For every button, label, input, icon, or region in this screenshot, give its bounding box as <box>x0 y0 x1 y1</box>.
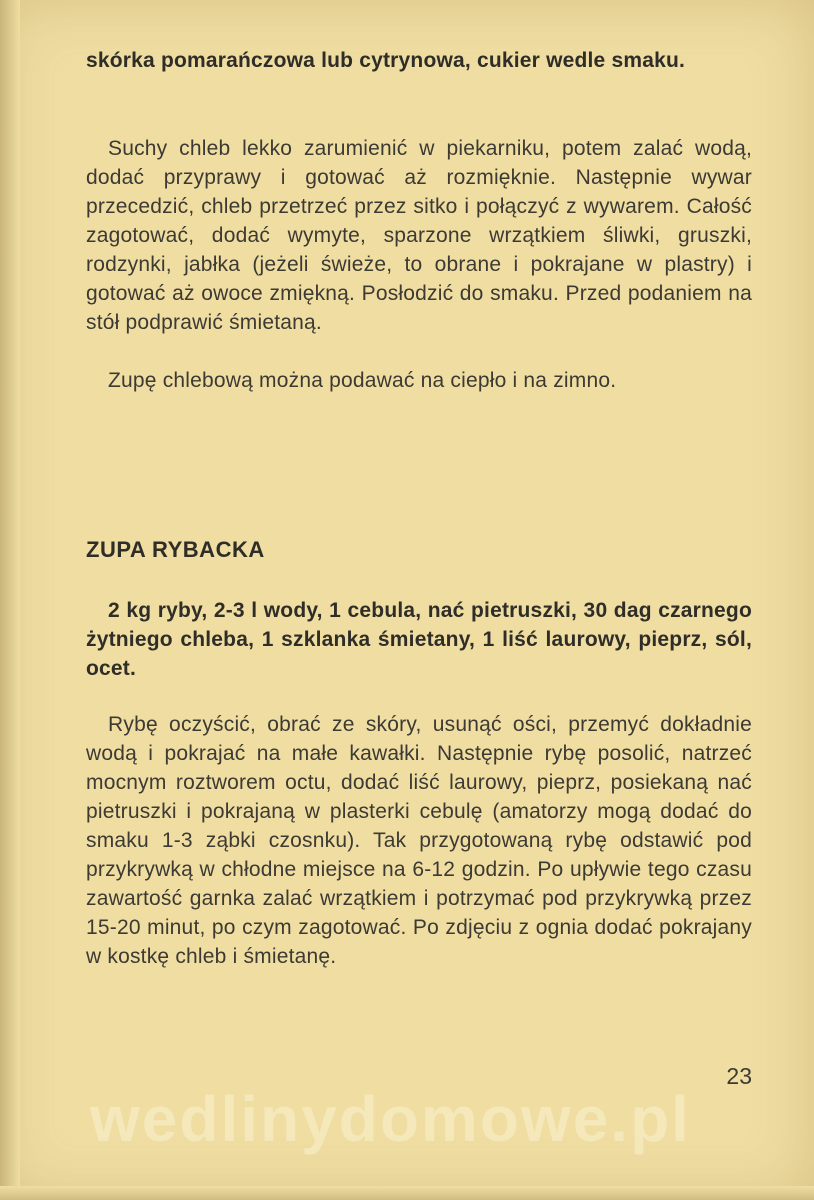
page-number: 23 <box>726 1063 752 1089</box>
recipe-title: ZUPA RYBACKA <box>86 537 265 562</box>
page-binding-shadow <box>0 0 20 1200</box>
fish-soup-ingredients: 2 kg ryby, 2-3 l wody, 1 cebula, nać pietruszki, 30 dag czarnego żytniego chleba, 1 szklanka śmietany, 1 liść laurowy, pieprz, sól, ocet. <box>86 599 752 680</box>
fish-soup-method: Rybę oczyścić, obrać ze skóry, usunąć ości, przemyć dokładnie wodą i pokrajać na małe kawałki. Następnie rybę posolić, natrzeć mocnym roztworem octu, dodać liść laurowy, pieprz, posiekaną nać pietruszki i pokrajaną w plasterki cebulę (amatorzy mogą dodać do smaku 1-3 ząbki czosnku). Tak przygotowaną rybę odstawić pod przykrywką w chłodne miejsce na 6-12 godzin. Po upływie tego czasu zawartość garnka zalać wrzątkiem i potrzymać pod przykrywką przez 15-20 minut, po czym zagotować. Po zdjęciu z ognia dodać pokrajany w kostkę chleb i śmietanę. <box>86 713 752 968</box>
bread-soup-serving: Zupę chlebową można podawać na ciepło i na zimno. <box>108 369 617 392</box>
ingredients-continuation: skórka pomarańczowa lub cytrynowa, cukier wedle smaku. <box>86 49 686 72</box>
page-bottom-edge <box>0 1186 814 1200</box>
watermark: wedlinydomowe.pl <box>90 1083 691 1155</box>
bread-soup-method: Suchy chleb lekko zarumienić w piekarniku, potem zalać wodą, dodać przyprawy i gotować aż rozmięknie. Następnie wywar przecedzić, chleb przetrzeć przez sitko i połączyć z wywarem. Całość zagotować, dodać wymyte, sparzone wrzątkiem śliwki, gruszki, rodzynki, jabłka (jeżeli świeże, to obrane i pokrajane w plastry) i gotować aż owoce zmiękną. Posłodzić do smaku. Przed podaniem na stół podprawić śmietaną. <box>86 137 752 334</box>
